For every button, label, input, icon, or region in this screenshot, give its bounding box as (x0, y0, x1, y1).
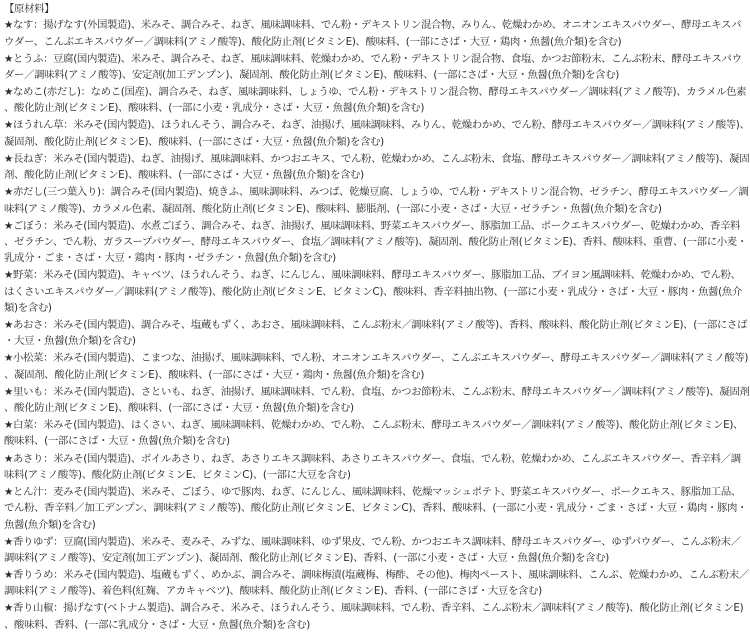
ingredient-entry-spinach: ★ほうれん草：米みそ(国内製造)、ほうれんそう、調合みそ、ねぎ、油揚げ、風味調味料、みりん、乾燥わかめ、でん粉、酵母エキスパウダー／調味料(アミノ酸等)、凝固剤、酸化防止剤(ビタミンE)、酸味料、(一部にさば・大豆・魚醤(魚介類)を含む) (4, 119, 750, 148)
ingredient-entry-tonjiru: ★とん汁：麦みそ(国内製造)、米みそ、ごぼう、ゆで豚肉、ねぎ、にんじん、風味調味料、乾燥マッシュポテト、野菜エキスパウダー、ポークエキス、豚脂加工品、でん粉、香辛料／加工デンプン、調味料(アミノ酸等)、酸化防止剤(ビタミンE、ビタミンC)、香料、酸味料、(一部に小麦・乳成分・ごま・さば・大豆・鶏肉・豚肉・魚醤(魚介類)を含む) (4, 485, 748, 531)
ingredient-entry-kaori-sansho: ★香り山椒：揚げなす(ベトナム製造)、調合みそ、米みそ、ほうれんそう、風味調味料、でん粉、香辛料、こんぶ粉末／調味料(アミノ酸等)、酸化防止剤(ビタミンE)、酸味料、香料、(一部に乳成分・さば・大豆・魚醤(魚介類)を含む) (4, 602, 744, 631)
ingredient-entry-nameko: ★なめこ(赤だし)：なめこ(国産)、調合みそ、ねぎ、風味調味料、しょうゆ、でん粉・デキストリン混合物、酵母エキスパウダー／調味料(アミノ酸等)、カラメル色素、酸化防止剤(ビタミンE)、酸味料、(一部に小麦・乳成分・さば・大豆・魚醤(魚介類)を含む) (4, 86, 747, 115)
ingredient-entry-tofu: ★とうふ：豆腐(国内製造)、米みそ、調合みそ、ねぎ、風味調味料、乾燥わかめ、でん粉・デキストリン混合物、食塩、かつお節粉末、こんぶ粉末、酵母エキスパウダー／調味料(アミノ酸等)、安定剤(加工デンプン)、凝固剤、酸化防止剤(ビタミンE)、酸味料、(一部にさば・大豆・魚醤(魚介類)を含む) (4, 52, 742, 81)
ingredient-entry-aosa: ★あおさ：米みそ(国内製造)、調合みそ、塩蔵もずく、あおさ、風味調味料、こんぶ粉末／調味料(アミノ酸等)、香料、酸味料、酸化防止剤(ビタミンE)、(一部にさば・大豆・魚醤(魚介類)を含む) (4, 319, 748, 348)
ingredient-entry-nasu: ★なす：揚げなす(外国製造)、米みそ、調合みそ、ねぎ、風味調味料、でん粉・デキストリン混合物、みりん、乾燥わかめ、オニオンエキスパウダー、酵母エキスパウダー、こんぶエキスパウダー／調味料(アミノ酸等)、酸化防止剤(ビタミンE)、酸味料、(一部にさば・大豆・鶏肉・魚醤(魚介類)を含む) (4, 19, 742, 48)
ingredient-entry-naganegi: ★長ねぎ：米みそ(国内製造)、ねぎ、油揚げ、風味調味料、かつおエキス、でん粉、乾燥わかめ、こんぶ粉末、食塩、酵母エキスパウダー／調味料(アミノ酸等)、凝固剤、酸化防止剤(ビタミンE)、酸味料、(一部にさば・大豆・魚醤(魚介類)を含む) (4, 152, 750, 182)
ingredient-entry-kaori-yuzu: ★香りゆず：豆腐(国内製造)、米みそ、麦みそ、みずな、風味調味料、ゆず果皮、でん粉、かつおエキス調味料、酵母エキスパウダー、ゆずパウダー、こんぶ粉末／調味料(アミノ酸等)、安定剤(加工デンプン)、凝固剤、酸化防止剤(ビタミンE)、香料、(一部に小麦・さば・大豆・魚醤(魚介類)を含む) (4, 535, 741, 564)
ingredient-entry-gobo: ★ごぼう：米みそ(国内製造)、水煮ごぼう、調合みそ、ねぎ、油揚げ、風味調味料、野菜エキスパウダー、豚脂加工品、ポークエキスパウダー、乾燥わかめ、香辛料、ゼラチン、でん粉、ガラスープパウダー、酵母エキスパウダー、食塩／調味料(アミノ酸等)、凝固剤、酸化防止剤(ビタミンE)、香料、酸味料、重曹、(一部に小麦・乳成分・ごま・さば・大豆・鶏肉・豚肉・ゼラチン・魚醤(魚介類)を含む) (4, 219, 747, 265)
ingredient-entry-komatsuna: ★小松菜：米みそ(国内製造)、こまつな、油揚げ、風味調味料、でん粉、オニオンエキスパウダー、こんぶエキスパウダー、酵母エキスパウダー／調味料(アミノ酸等)、凝固剤、酸化防止剤(ビタミンE)、酸味料、(一部にさば・大豆・鶏肉・魚醤(魚介類)を含む) (4, 352, 749, 381)
ingredient-entry-yasai: ★野菜：米みそ(国内製造)、キャベツ、ほうれんそう、ねぎ、にんじん、風味調味料、酵母エキスパウダー、豚脂加工品、ブイヨン風調味料、乾燥わかめ、でん粉、はくさいエキスパウダー／調味料(アミノ酸等)、酸化防止剤(ビタミンE、ビタミンC)、酸味料、香辛料抽出物、(一部に小麦・乳成分・さば・大豆・豚肉・魚醤(魚介類)を含む) (4, 269, 742, 314)
ingredient-entry-satoimo: ★里いも：米みそ(国内製造)、さといも、ねぎ、油揚げ、風味調味料、でん粉、食塩、かつお節粉末、こんぶ粉末、酵母エキスパウダー／調味料(アミノ酸等)、凝固剤、酸化防止剤(ビタミンE)、酸味料、(一部にさば・大豆・魚醤(魚介類)を含む) (4, 385, 750, 415)
ingredients-document (4, 0, 750, 633)
ingredient-entry-hakusai: ★白菜：米みそ(国内製造)、はくさい、ねぎ、風味調味料、乾燥わかめ、でん粉、こんぶ粉末、酵母エキスパウダー／調味料(アミノ酸等)、酸化防止剤(ビタミンE)、酸味料、(一部にさば・大豆・魚醤(魚介類)を含む) (4, 419, 744, 448)
ingredients-heading: 【原材料】 (4, 3, 55, 15)
ingredient-entry-asari: ★あさり：米みそ(国内製造)、ボイルあさり、ねぎ、あさりエキス調味料、あさりエキスパウダー、食塩、でん粉、乾燥わかめ、こんぶエキスパウダー、香辛料／調味料(アミノ酸等)、酸化防止剤(ビタミンE、ビタミンC)、(一部に大豆を含む) (4, 452, 741, 481)
ingredient-entry-akadashi: ★赤だし(三つ葉入り)：調合みそ(国内製造)、焼きふ、風味調味料、みつば、乾燥豆腐、しょうゆ、でん粉・デキストリン混合物、ゼラチン、酵母エキスパウダー／調味料(アミノ酸等)、カラメル色素、凝固剤、酸化防止剤(ビタミンE)、酸味料、膨脹剤、(一部に小麦・さば・大豆・ゼラチン・魚醤(魚介類)を含む) (4, 186, 749, 215)
ingredient-entry-kaori-ume: ★香りうめ：米みそ(国内製造)、塩蔵もずく、めかぶ、調合みそ、調味梅漬(塩蔵梅、梅酢、その他)、梅肉ペースト、風味調味料、こんぶ、乾燥わかめ、こんぶ粉末／調味料(アミノ酸等)、着色料(紅麹、アカキャベツ)、酸味料、酸化防止剤(ビタミンE)、香料、(一部にさば・大豆を含む) (4, 569, 749, 598)
